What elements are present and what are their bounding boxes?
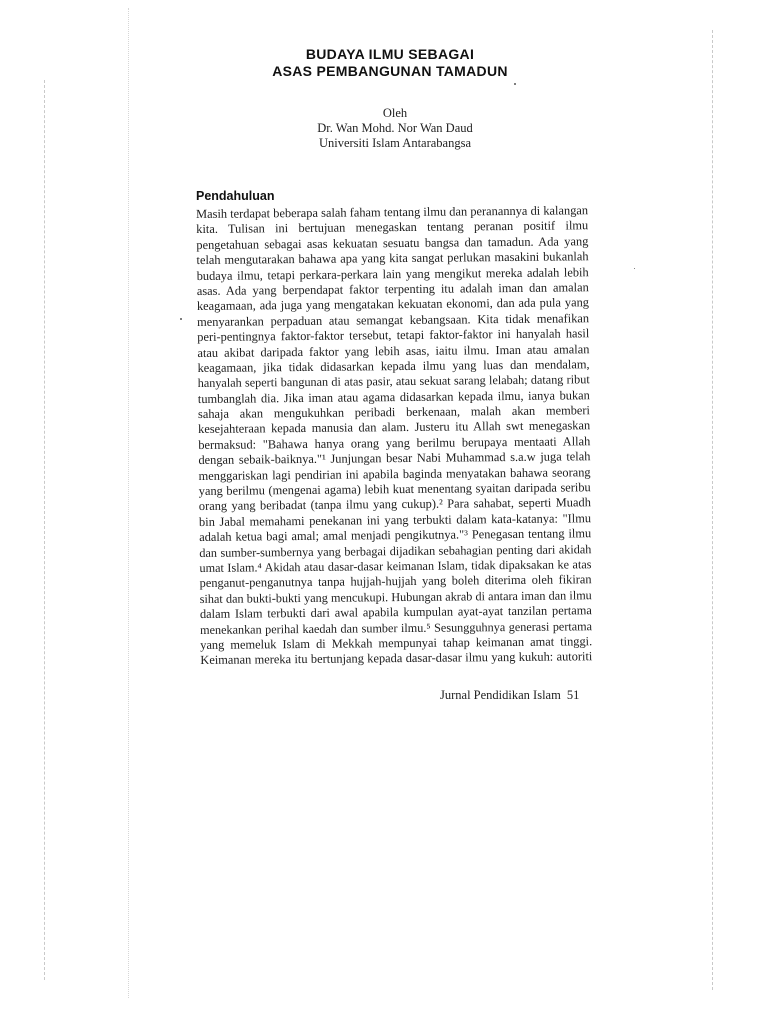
body-line: adalah ketua bagi amal; amal menjadi pengikutnya."³ Penegasan tentang ilmu [199, 526, 592, 545]
scan-speck [514, 83, 516, 85]
article-title-line-1: BUDAYA ILMU SEBAGAI [305, 46, 475, 62]
body-line: budaya ilmu, tetapi perkara-perkara lain yang mengikut mereka adalah lebih [196, 264, 589, 283]
journal-name: Jurnal Pendidikan Islam [440, 688, 561, 702]
body-line: peri-pentingnya faktor-faktor tersebut, tetapi faktor-faktor ini hanyalah hasil [197, 326, 590, 345]
byline-institution: Universiti Islam Antarabangsa [318, 136, 472, 150]
body-paragraph [196, 203, 592, 668]
body-line: bermaksud: "Bahawa hanya orang yang berilmu berupaya mentaati Allah [198, 434, 591, 452]
body-line: menyarankan perpaduan atau semangat kebangsaan. Kita tidak menafikan [197, 310, 590, 329]
body-line: sihat dan bukti-bukti yang mencukupi. Hubungan akrab di antara iman dan ilmu [199, 587, 592, 606]
body-line: kita. Tulisan ini bertujuan menegaskan tentang peranan positif ilmu [196, 218, 589, 237]
body-line: dan sumber-sumbernya yang berbagai dijadikan sebahagian penting dari akidah [199, 541, 592, 560]
body-line: yang memeluk Islam di Mekkah mempunyai tahap keimanan amat tinggi. [200, 634, 593, 652]
scan-edge-right [712, 30, 713, 990]
body-line: pengetahuan sebagai asas kekuatan sesuatu bangsa dan tamadun. Ada yang [196, 234, 589, 252]
body-line: sahaja akan mengukuhkan peribadi berkenaan, malah akan memberi [197, 403, 591, 422]
page-footer [440, 688, 585, 703]
byline-author: Dr. Wan Mohd. Nor Wan Daud [317, 121, 473, 135]
body-line: menekankan perihal kaedah dan sumber ilmu.⁵ Sesungguhnya generasi pertama [199, 618, 593, 637]
body-line: bin Jabal memahami penekanan ini yang terbukti dalam kata-katanya: "Ilmu [198, 511, 592, 529]
body-line: penganut-penganutnya tanpa hujjah-hujjah yang boleh diterima oleh fikiran [199, 572, 592, 591]
body-line: Keimanan mereka itu bertunjang kepada dasar-dasar ilmu yang kukuh: autoriti [200, 649, 593, 668]
scan-edge-left [44, 80, 45, 980]
body-line: dalam Islam terbukti dari awal apabila kumpulan ayat-ayat tanzilan pertama [199, 603, 592, 622]
article-title-line-2: ASAS PEMBANGUNAN TAMADUN [272, 63, 508, 79]
body-line: dengan sebaik-baiknya."¹ Junjungan besar Nabi Muhammad s.a.w juga telah [198, 449, 591, 468]
body-line: orang yang beribadat (tanpa ilmu yang cukup).² Para sahabat, seperti Muadh [198, 495, 591, 514]
scan-edge-gutter [128, 8, 129, 998]
body-line: kesejahteraan kepada manusia dan alam. Justeru itu Allah swt menegaskan [198, 418, 591, 437]
body-line: keagamaan, ada juga yang mengatakan kekuatan ekonomi, dan ada pula yang [196, 295, 590, 314]
page-number: 51 [566, 688, 580, 702]
scan-speck [180, 318, 182, 320]
scan-speck [634, 268, 635, 269]
body-line: hanyalah seperti bangunan di atas pasir, atau sekuat sarang lelabah; datang ribut [197, 372, 590, 391]
section-heading: Pendahuluan [196, 189, 275, 203]
body-line: keagamaan, jika tidak didasarkan kepada ilmu yang luas dan mendalam, [197, 357, 590, 375]
body-line: yang berilmu (mengenai agama) lebih kuat menentang syaitan daripada seribu [198, 480, 591, 499]
byline-oleh: Oleh [382, 106, 408, 120]
body-line: asas. Ada yang berpendapat faktor terpenting itu adalah iman dan amalan [196, 280, 589, 298]
body-line: umat Islam.⁴ Akidah atau dasar-dasar keimanan Islam, tidak dipaksakan ke atas [199, 557, 592, 575]
body-line: telah mengutarakan bahawa apa yang kita sangat perlukan masakini bukanlah [196, 249, 589, 268]
body-line: tumbanglah dia. Jika iman atau agama didasarkan kepada ilmu, ianya bukan [197, 387, 590, 406]
body-line: atau akibat daripada faktor yang lebih asas, iaitu ilmu. Iman atau amalan [197, 341, 590, 360]
body-line: Masih terdapat beberapa salah faham tentang ilmu dan peranannya di kalangan [196, 203, 589, 221]
body-line: menggariskan lagi pendirian ini apabila baginda menyatakan bahawa seorang [198, 464, 591, 483]
